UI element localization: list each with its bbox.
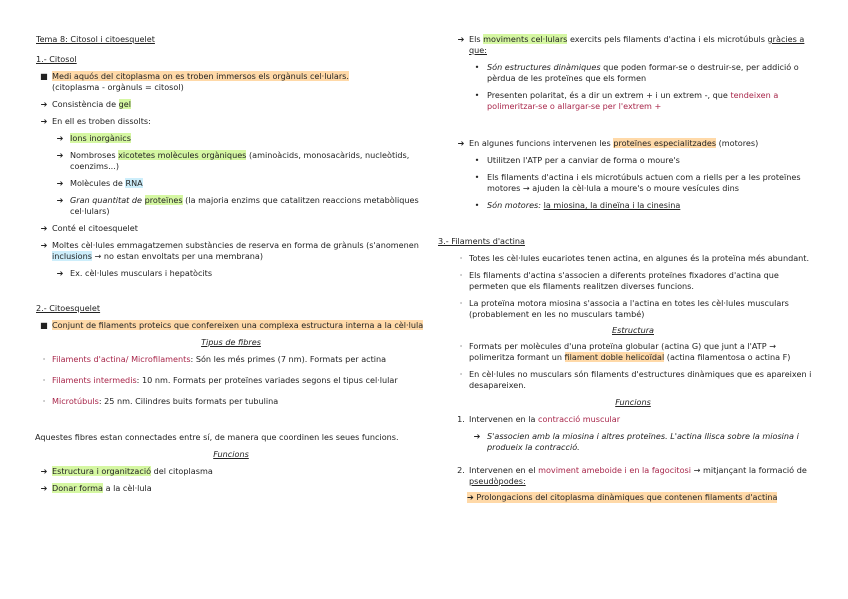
section-actin-heading: 3.- Filaments d'actina [438,236,525,246]
motor-rails: • Els filaments d'actina i els microtúbuls actuen com a riells per a les proteïnes motores → ajuden la cèl·lula a moure's o moure vesícules dins [453,172,813,194]
citosol-inclusions: ➔ Moltes cèl·lules emmagatzemen substàncies de reserva en forma de grànuls (s'anomenen inclusions → no estan envoltats per una membrana) [36,240,426,262]
cell-movements: ➔ Els moviments cel·lulars exercits pels filaments d'actina i els microtúbuls gràcies a que: [453,34,813,56]
arrow-icon: ➔ [40,99,48,109]
citoesquelet-definition: ■ Conjunt de filaments proteics que confereixen una complexa estructura interna a la cèl·lula [36,320,426,331]
section-citosol-heading: 1.- Citosol [36,54,77,64]
movement-polarity: • Presenten polaritat, és a dir un extrem + i un extrem -, que tendeixen a polimeritzar-se o allargar-se per l'extrem + [453,90,813,112]
arrow-icon: ➔ [40,223,48,233]
motor-proteins: ➔ En algunes funcions intervenen les proteïnes especialitzades (motores) [453,138,813,149]
dot-bullet-icon: · [459,341,463,351]
arrow-icon: ➔ [56,195,64,205]
citosol-dissolved: ➔ En ell es troben dissolts: [36,116,426,127]
arrow-icon: ➔ [467,492,474,502]
section-citoesquelet-heading: 2.- Citoesquelet [36,303,101,313]
dissolved-ions: ➔ Ions inorgànics [36,133,426,144]
arrow-icon: ➔ [56,133,64,143]
dot-bullet-icon: · [42,396,46,406]
function-muscle-contraction: 1. Intervenen en la contracció muscular [457,414,621,424]
structure-helix: · Formats per molècules d'una proteïna globular (actina G) que junt a l'ATP → polimeritza formant un filament doble helicoïdal (actina filamentosa o actina F) [453,341,813,363]
citosol-definition: ■ Medi aquós del citoplasma on es troben immersos els orgànuls cel·lulars. (citoplasma - orgànuls = citosol) [36,71,426,93]
functions-heading-left: Funcions [213,449,249,459]
fiber-intermediate: · Filaments intermedis: 10 nm. Formats per proteïnes variades segons el tipus cel·lular [36,375,426,386]
dot-bullet-icon: · [459,369,463,379]
arrow-icon: ➔ [40,483,48,493]
inclusions-example: ➔ Ex. cèl·lules musculars i hepatòcits [36,268,426,279]
structure-dynamic: · En cèl·lules no musculars són filaments d'estructures dinàmiques que es apareixen i desapareixen. [453,369,813,391]
structure-heading: Estructura [611,325,654,335]
actin-binding-proteins: · Els filaments d'actina s'associen a diferents proteïnes fixadores d'actina que permeten que els filaments realitzen diverses funcions. [453,270,813,292]
fiber-actin: · Filaments d'actina/ Microfilaments: Són les més primes (7 nm). Formats per actina [36,354,426,365]
contraction-detail: ➔ S'associen amb la miosina i altres proteïnes. L'actina llisca sobre la miosina i produeix la contracció. [453,431,813,453]
pseudopod-detail: ➔ Prolongacions del citoplasma dinàmiques que contenen filaments d'actina [467,492,778,502]
dot-bullet-icon: · [42,354,46,364]
citosol-cytoskeleton: ➔ Conté el citoesquelet [36,223,426,234]
fiber-microtubules: · Microtúbuls: 25 nm. Cilindres buits formats per tubulina [36,396,426,407]
motor-atp: • Utilitzen l'ATP per a canviar de forma o moure's [453,155,813,166]
arrow-icon: ➔ [457,34,465,44]
dot-bullet-icon: • [474,155,480,165]
right-column [438,34,813,503]
square-bullet-icon: ■ [40,71,48,81]
arrow-icon: ➔ [56,150,64,160]
dot-bullet-icon: • [474,90,480,100]
left-column [36,34,426,494]
function-structure: ➔ Estructura i organització del citoplasma [36,466,426,477]
arrow-icon: ➔ [40,116,48,126]
function-ameboid-movement: 2. Intervenen en el moviment ameboide i en la fagocitosi → mitjançant la formació de pseudòpodes: [457,465,807,486]
dissolved-proteins: ➔ Gran quantitat de proteïnes (la majoria enzims que catalitzen reaccions metabòliques cel·lulars) [36,195,426,217]
citosol-consistency: ➔ Consistència de gel [36,99,426,110]
arrow-icon: ➔ [56,268,64,278]
dot-bullet-icon: · [459,270,463,280]
dissolved-rna: ➔ Molècules de RNA [36,178,426,189]
doc-title: Tema 8: Citosol i citoesquelet [36,34,155,44]
actin-eukaryotes: · Totes les cèl·lules eucariotes tenen actina, en algunes és la proteïna més abundant. [453,253,813,264]
arrow-icon: ➔ [40,240,48,250]
fibers-connected-text: Aquestes fibres estan connectades entre sí, de manera que coordinen les seues funcions. [35,432,399,442]
functions-heading-right: Funcions [615,397,651,407]
dissolved-small-molecules: ➔ Nombroses xicotetes molècules orgàniques (aminoàcids, monosacàrids, nucleòtids, coenzims...) [36,150,426,172]
dot-bullet-icon: • [474,172,480,182]
dot-bullet-icon: · [42,375,46,385]
dot-bullet-icon: · [459,253,463,263]
dot-bullet-icon: · [459,298,463,308]
fiber-types-heading: Tipus de fibres [201,337,261,347]
motor-list: • Són motores: la miosina, la dineïna i la cinesina [453,200,813,211]
arrow-icon: ➔ [40,466,48,476]
movement-dynamic: • Són estructures dinàmiques que poden formar-se o destruir-se, per addició o pèrdua de les proteïnes que els formen [453,62,813,84]
square-bullet-icon: ■ [40,320,48,330]
arrow-icon: ➔ [473,431,481,441]
actin-myosin: · La proteïna motora miosina s'associa a l'actina en totes les cèl·lules musculars (probablement en les no musculars també) [453,298,813,320]
dot-bullet-icon: • [474,200,480,210]
function-shape: ➔ Donar forma a la cèl·lula [36,483,426,494]
dot-bullet-icon: • [474,62,480,72]
arrow-icon: ➔ [457,138,465,148]
arrow-icon: ➔ [56,178,64,188]
